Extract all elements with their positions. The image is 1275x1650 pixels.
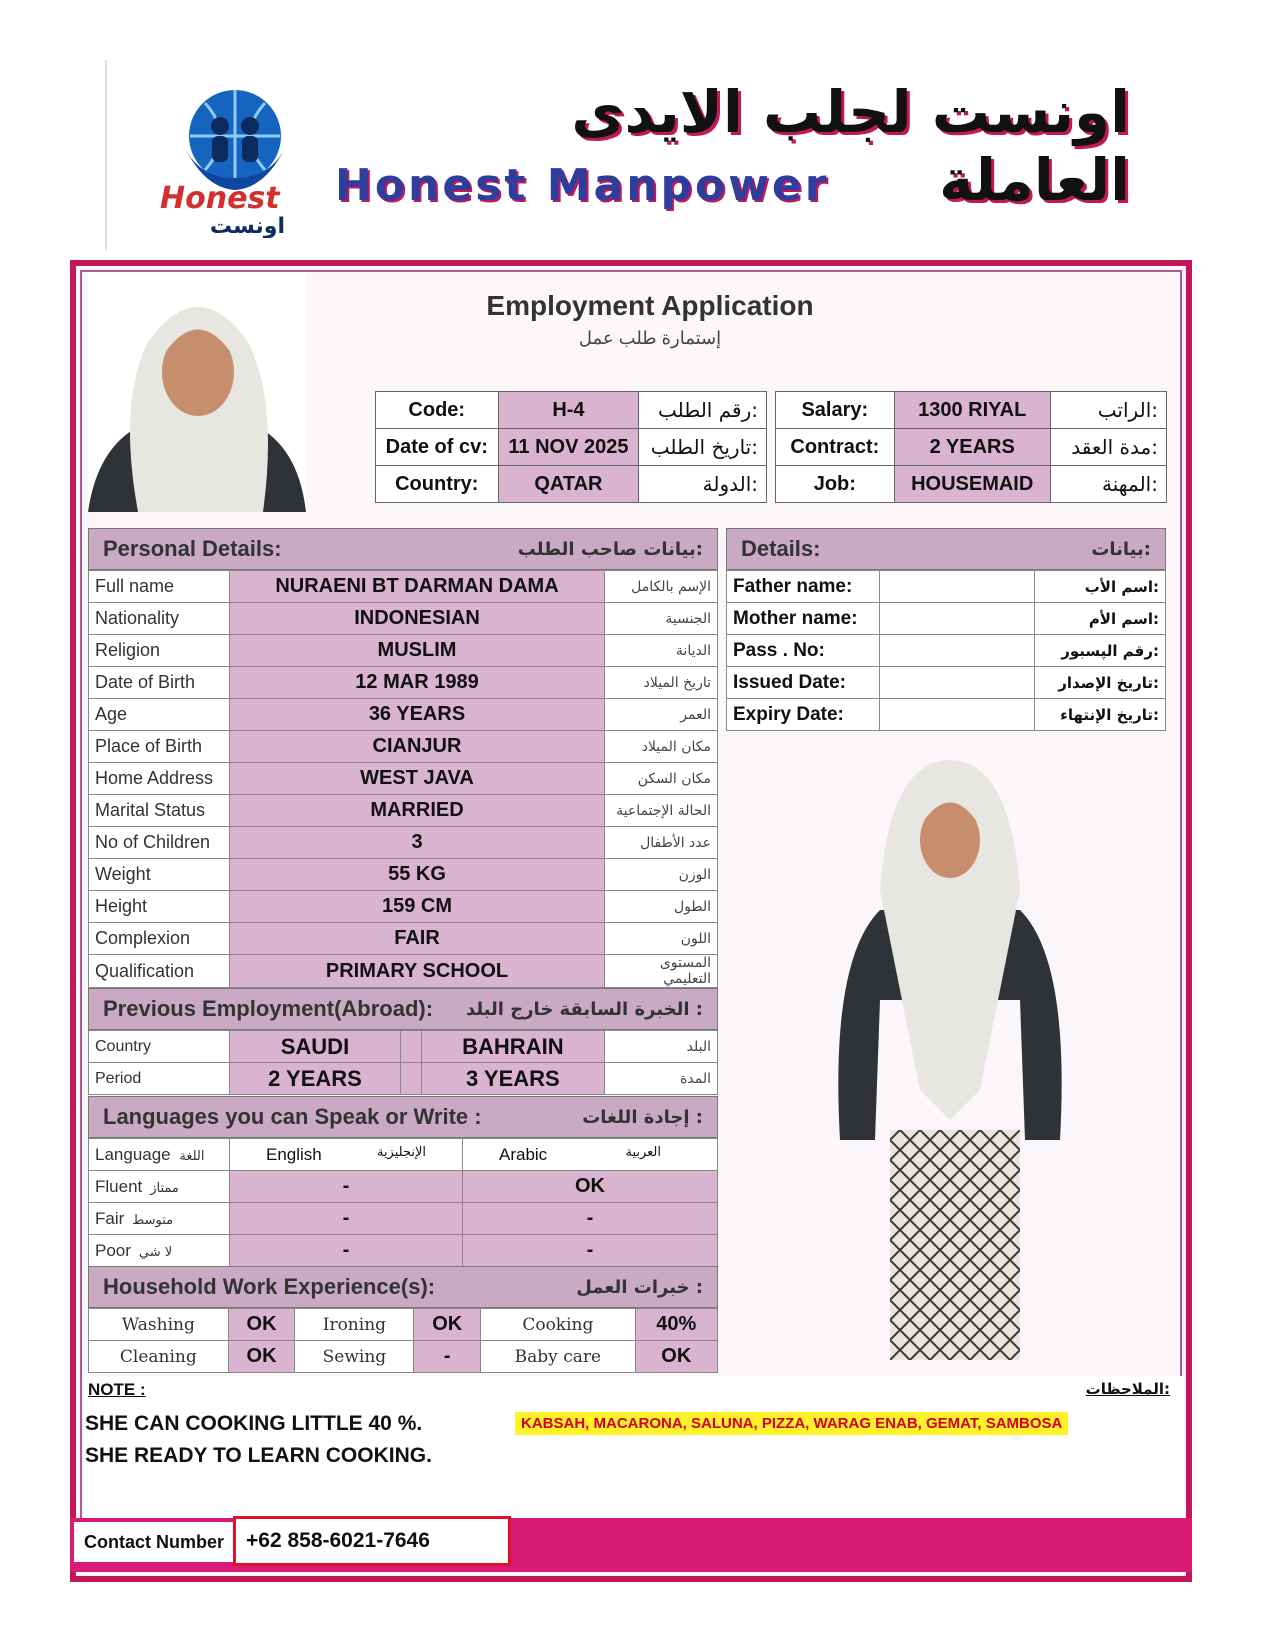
table-row <box>89 603 718 635</box>
table-row <box>89 1171 718 1203</box>
arabic-label-arabic: العربية <box>625 1144 661 1160</box>
personal-field-label: Religion <box>89 635 230 667</box>
personal-field-label-arabic: المستوى التعليمي <box>605 955 718 988</box>
english-label-arabic: الإنجليزية <box>376 1144 426 1160</box>
language-level-cell <box>89 1171 230 1203</box>
job-label: Job: <box>776 466 895 503</box>
details-field-label-arabic: اسم الأم: <box>1035 603 1166 635</box>
skill-label: Baby care <box>481 1341 635 1373</box>
form-title-arabic: إستمارة طلب عمل <box>578 328 722 348</box>
details-heading-en: Details: <box>741 536 821 561</box>
table-row <box>376 429 767 466</box>
language-header-cell <box>89 1139 230 1171</box>
household-heading-en: Household Work Experience(s): <box>103 1274 436 1299</box>
table-row <box>727 571 1166 603</box>
prev-country-label-arabic: البلد <box>605 1031 718 1063</box>
languages-heading-en: Languages you can Speak or Write : <box>103 1104 482 1129</box>
table-row <box>89 891 718 923</box>
table-row <box>89 1235 718 1267</box>
details-field-label: Expiry Date: <box>727 699 880 731</box>
language-level-label: Fair <box>95 1208 125 1228</box>
english-level-value: - <box>230 1203 463 1235</box>
personal-heading-en: Personal Details: <box>103 536 282 561</box>
household-experience-table <box>88 1308 718 1373</box>
salary-label-arabic: الراتب: <box>1050 392 1166 429</box>
language-level-label-arabic: ممتاز <box>150 1180 179 1196</box>
english-level-value: - <box>230 1235 463 1267</box>
personal-field-label-arabic: الطول <box>605 891 718 923</box>
skill-value: - <box>414 1341 481 1373</box>
table-row <box>89 955 718 988</box>
applicant-headshot <box>88 272 306 512</box>
skill-label: Washing <box>89 1309 229 1341</box>
details-field-value <box>880 635 1035 667</box>
table-row <box>89 1139 718 1171</box>
personal-field-value: 3 <box>230 827 605 859</box>
contract-label-arabic: مدة العقد: <box>1050 429 1166 466</box>
table-row <box>727 699 1166 731</box>
prev-country-2 <box>400 1031 421 1063</box>
personal-field-label: Complexion <box>89 923 230 955</box>
table-row <box>376 392 767 429</box>
table-row <box>727 667 1166 699</box>
details-field-label-arabic: رقم الپسبور: <box>1035 635 1166 667</box>
table-row <box>89 1031 718 1063</box>
english-level-value: - <box>230 1171 463 1203</box>
personal-field-label-arabic: الديانة <box>605 635 718 667</box>
prev-period-1: 2 YEARS <box>230 1063 401 1095</box>
table-row <box>89 827 718 859</box>
personal-field-label: Weight <box>89 859 230 891</box>
table-row <box>89 731 718 763</box>
languages-table <box>88 1138 718 1267</box>
personal-field-label: Home Address <box>89 763 230 795</box>
table-row <box>89 1063 718 1095</box>
language-level-label: Poor <box>95 1240 131 1260</box>
personal-details-heading <box>88 528 718 570</box>
personal-field-value: NURAENI BT DARMAN DAMA <box>230 571 605 603</box>
table-row <box>89 571 718 603</box>
table-row <box>89 667 718 699</box>
table-row <box>376 466 767 503</box>
table-row <box>89 795 718 827</box>
company-name-english: Honest Manpower <box>335 160 830 211</box>
personal-field-label: Qualification <box>89 955 230 988</box>
details-field-label: Mother name: <box>727 603 880 635</box>
personal-field-value: MARRIED <box>230 795 605 827</box>
personal-field-value: 36 YEARS <box>230 699 605 731</box>
contact-number[interactable]: +62 858-6021-7646 <box>233 1516 511 1566</box>
english-header-cell <box>230 1139 463 1171</box>
details-field-value <box>880 603 1035 635</box>
prev-country-label: Country <box>89 1031 230 1063</box>
country-label: Country: <box>376 466 499 503</box>
code-label-arabic: رقم الطلب: <box>639 392 767 429</box>
skill-value: 40% <box>635 1309 717 1341</box>
table-row <box>89 1203 718 1235</box>
personal-field-value: INDONESIAN <box>230 603 605 635</box>
personal-field-label-arabic: تاريخ الميلاد <box>605 667 718 699</box>
skill-label: Cleaning <box>89 1341 229 1373</box>
company-name-arabic: اونست لجلب الايدى العاملة <box>571 78 1130 214</box>
contract-value: 2 YEARS <box>894 429 1050 466</box>
skill-value: OK <box>414 1309 481 1341</box>
date-value: 11 NOV 2025 <box>498 429 639 466</box>
personal-field-label: Nationality <box>89 603 230 635</box>
table-row <box>89 1341 718 1373</box>
table-row <box>727 603 1166 635</box>
personal-field-label-arabic: عدد الأطفال <box>605 827 718 859</box>
job-label-arabic: المهنة: <box>1050 466 1166 503</box>
table-row <box>89 1309 718 1341</box>
skill-value: OK <box>228 1341 295 1373</box>
prev-period-label-arabic: المدة <box>605 1063 718 1095</box>
personal-field-label: Date of Birth <box>89 667 230 699</box>
job-info-table <box>775 391 1167 503</box>
prev-country-3: BAHRAIN <box>421 1031 604 1063</box>
details-field-value <box>880 699 1035 731</box>
personal-field-value: FAIR <box>230 923 605 955</box>
personal-field-label: Height <box>89 891 230 923</box>
job-value: HOUSEMAID <box>894 466 1050 503</box>
personal-field-label-arabic: مكان الميلاد <box>605 731 718 763</box>
household-heading <box>88 1266 718 1308</box>
details-field-label-arabic: اسم الأب: <box>1035 571 1166 603</box>
details-field-label: Issued Date: <box>727 667 880 699</box>
arabic-level-value: OK <box>463 1171 718 1203</box>
table-row <box>776 429 1167 466</box>
table-row <box>776 466 1167 503</box>
language-level-cell <box>89 1203 230 1235</box>
arabic-label: Arabic <box>499 1144 548 1164</box>
skill-value: OK <box>635 1341 717 1373</box>
contract-label: Contract: <box>776 429 895 466</box>
table-row <box>89 923 718 955</box>
prev-period-3: 3 YEARS <box>421 1063 604 1095</box>
details-field-label-arabic: تاريخ الإنتهاء: <box>1035 699 1166 731</box>
language-level-label: Fluent <box>95 1176 143 1196</box>
previous-employment-heading <box>88 988 718 1030</box>
prev-period-label: Period <box>89 1063 230 1095</box>
personal-heading-ar: بيانات صاحب الطلب: <box>517 538 703 560</box>
personal-field-label-arabic: الحالة الإجتماعية <box>605 795 718 827</box>
table-row <box>89 699 718 731</box>
language-level-cell <box>89 1235 230 1267</box>
personal-field-label-arabic: الوزن <box>605 859 718 891</box>
arabic-header-cell <box>463 1139 718 1171</box>
personal-field-value: PRIMARY SCHOOL <box>230 955 605 988</box>
personal-details-table <box>88 570 718 988</box>
personal-field-label: No of Children <box>89 827 230 859</box>
language-level-label-arabic: لا شي <box>138 1244 173 1260</box>
details-field-label: Pass . No: <box>727 635 880 667</box>
arabic-level-value: - <box>463 1203 718 1235</box>
personal-field-label-arabic: الإسم بالكامل <box>605 571 718 603</box>
table-row <box>89 635 718 667</box>
company-logo <box>150 78 320 238</box>
personal-field-value: 159 CM <box>230 891 605 923</box>
country-label-arabic: الدولة: <box>639 466 767 503</box>
details-field-value <box>880 571 1035 603</box>
salary-label: Salary: <box>776 392 895 429</box>
languages-heading <box>88 1096 718 1138</box>
logo-text-en: Honest <box>160 181 280 216</box>
personal-field-value: 12 MAR 1989 <box>230 667 605 699</box>
code-label: Code: <box>376 392 499 429</box>
table-row <box>89 763 718 795</box>
previous-heading-en: Previous Employment(Abroad): <box>103 996 434 1021</box>
code-value: H-4 <box>498 392 639 429</box>
personal-field-value: 55 KG <box>230 859 605 891</box>
details-heading-ar: بيانات: <box>1091 538 1151 560</box>
language-header-label: Language <box>95 1144 171 1164</box>
application-info-table <box>375 391 767 503</box>
details-field-label-arabic: تاريخ الإصدار: <box>1035 667 1166 699</box>
date-label-arabic: تاريخ الطلب: <box>639 429 767 466</box>
skill-label: Cooking <box>481 1309 635 1341</box>
skill-value: OK <box>228 1309 295 1341</box>
applicant-full-photo <box>820 760 1080 1360</box>
salary-value: 1300 RIYAL <box>894 392 1050 429</box>
personal-field-label: Full name <box>89 571 230 603</box>
table-row <box>89 859 718 891</box>
personal-field-value: CIANJUR <box>230 731 605 763</box>
personal-field-label: Age <box>89 699 230 731</box>
note-line-1: SHE CAN COOKING LITTLE 40 %. <box>85 1412 423 1435</box>
passport-details-table <box>726 570 1166 731</box>
english-label: English <box>266 1144 322 1164</box>
contact-label: Contact Number <box>74 1522 234 1562</box>
note-label: NOTE : <box>88 1380 146 1399</box>
personal-field-label-arabic: اللون <box>605 923 718 955</box>
table-row <box>727 635 1166 667</box>
details-field-label: Father name: <box>727 571 880 603</box>
note-highlight-dishes: KABSAH, MACARONA, SALUNA, PIZZA, WARAG ENAB, GEMAT, SAMBOSA <box>515 1412 1068 1435</box>
table-row <box>776 392 1167 429</box>
prev-period-2 <box>400 1063 421 1095</box>
personal-field-label: Place of Birth <box>89 731 230 763</box>
personal-field-value: MUSLIM <box>230 635 605 667</box>
personal-field-label: Marital Status <box>89 795 230 827</box>
date-label: Date of cv: <box>376 429 499 466</box>
header-divider <box>105 60 107 250</box>
country-value: QATAR <box>498 466 639 503</box>
household-heading-ar: خبرات العمل : <box>576 1276 703 1298</box>
personal-field-label-arabic: مكان السكن <box>605 763 718 795</box>
skill-label: Ironing <box>295 1309 414 1341</box>
previous-employment-table <box>88 1030 718 1095</box>
details-heading <box>726 528 1166 570</box>
prev-country-1: SAUDI <box>230 1031 401 1063</box>
language-header-label-arabic: اللغة <box>179 1148 205 1164</box>
language-level-label-arabic: متوسط <box>132 1212 174 1228</box>
arabic-level-value: - <box>463 1235 718 1267</box>
personal-field-value: WEST JAVA <box>230 763 605 795</box>
details-field-value <box>880 667 1035 699</box>
note-label-arabic: الملاحظات: <box>1085 1380 1170 1398</box>
note-line-2: SHE READY TO LEARN COOKING. <box>85 1444 432 1467</box>
form-title: Employment Application <box>486 290 814 321</box>
skill-label: Sewing <box>295 1341 414 1373</box>
languages-heading-ar: إجادة اللغات : <box>582 1106 703 1128</box>
personal-field-label-arabic: الجنسية <box>605 603 718 635</box>
previous-heading-ar: الخبرة السابقة خارج البلد : <box>465 998 703 1020</box>
personal-field-label-arabic: العمر <box>605 699 718 731</box>
logo-text-ar: اونست <box>209 214 285 238</box>
